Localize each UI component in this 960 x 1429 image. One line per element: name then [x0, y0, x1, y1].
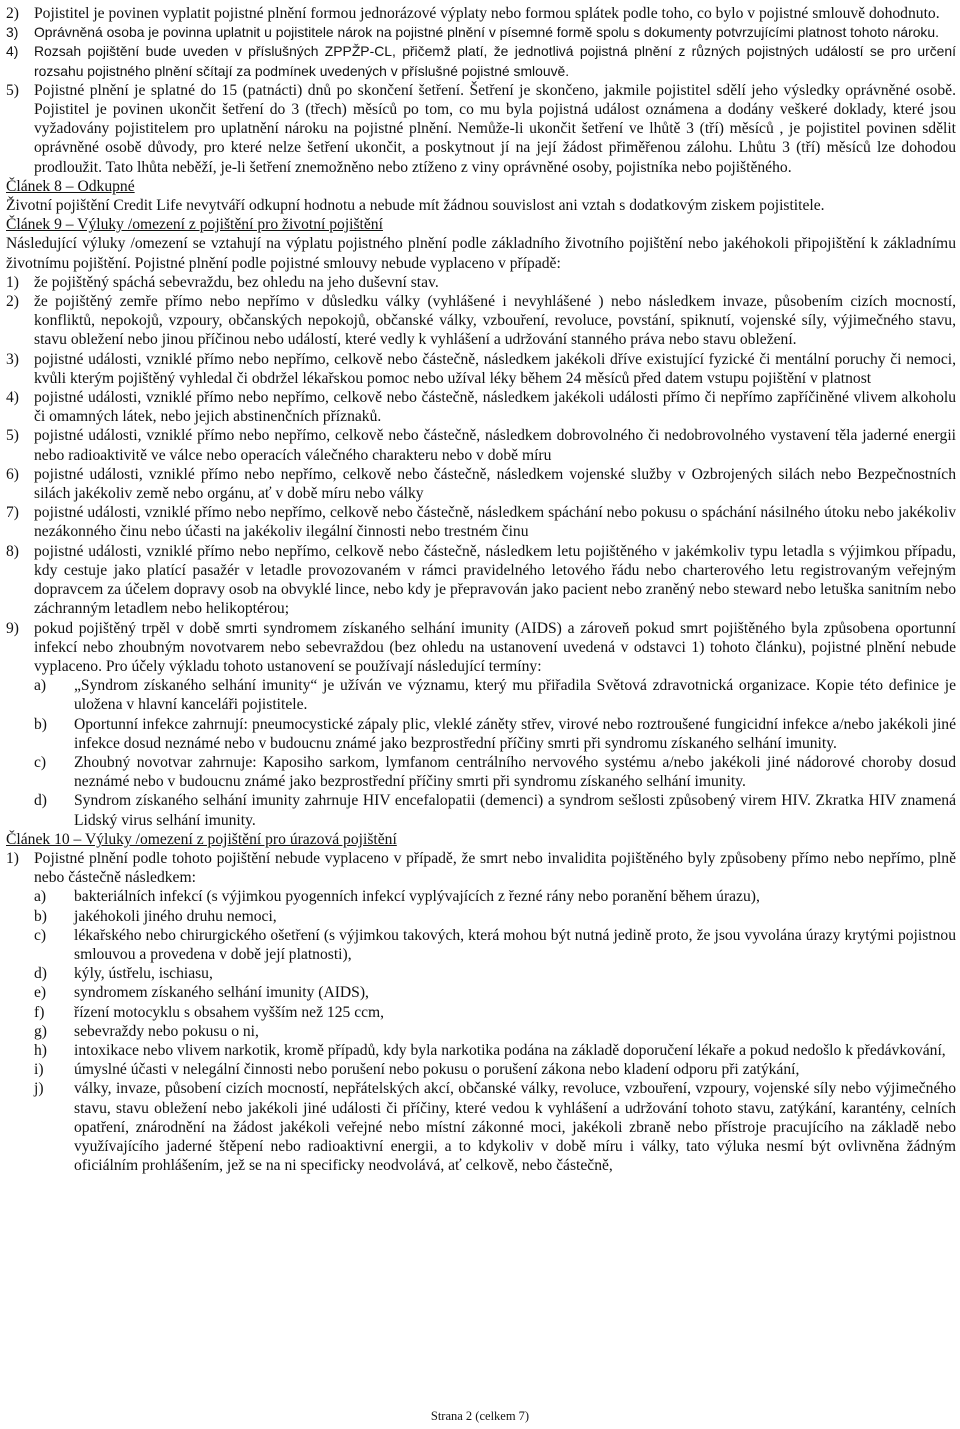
item-number: 5)	[6, 81, 19, 99]
paragraph: Životní pojištění Credit Life nevytváří odkupní hodnotu a nebude mít žádnou souvislost ani vztah s dodatkovým ziskem pojistitele.	[6, 197, 825, 215]
item-text: intoxikace nebo vlivem narkotik, kromě případů, kdy byla narkotika podána na základě doporučení lékaře a pokud nedošlo k předávkování,	[74, 1041, 946, 1059]
item-text: pojistné události, vzniklé přímo nebo nepřímo, celkově nebo částečně, následkem letu pojištěného v jakémkoliv typu letadla s výjimkou případu, kdy cestuje jako platící pasažér v letadle provozovaném v rámci pravidelného letového řádu nebo charterového letu registrovaným veřejným dopravcem za účelem dopravy osob na obvyklé lince, nebo kdy je přepravován jako pacient nebo zraněný nebo steward nebo letuška sanitním nebo záchranným letadlem nebo helikoptérou;	[34, 542, 956, 618]
item-text: Syndrom získaného selhání imunity zahrnuje HIV encefalopatii (demenci) a syndrom sešlosti způsobený virem HIV. Zkratka HIV znamená Lidský virus selhání imunity.	[74, 792, 956, 829]
item-text: Zhoubný novotvar zahrnuje: Kaposiho sarkom, lymfanom centrálního nervového systému a/nebo jakékoli jiné nádorové choroby dosud neznámé nebo v budoucnu známé jako bezprostřední příčiny smrti při syndromu získaného selhání imunity.	[74, 753, 956, 791]
list-item	[6, 292, 956, 350]
item-number: 1)	[6, 849, 19, 867]
item-number: 1)	[6, 273, 19, 291]
item-number: 3)	[6, 24, 19, 41]
item-number: 9)	[6, 619, 19, 637]
item-letter: c)	[34, 753, 47, 771]
item-letter: f)	[34, 1003, 45, 1021]
sub-list-item	[6, 791, 956, 829]
item-text: pojistné události, vzniklé přímo nebo nepřímo, celkově nebo částečně, následkem jakékoli události přímo či nepřímo zapříčiněné vlivem alkoholu či omamných látek, nebo jejich abstinenčních příznaků.	[34, 389, 956, 426]
item-text: kýly, ústřelu, ischiasu,	[74, 965, 213, 983]
item-text: pojistné události, vzniklé přímo nebo nepřímo, celkově nebo částečně, následkem dobrovolného či nedobrovolného vystavení těla jaderné energii nebo radioaktivitě ve válce nebo operacích válečného charakteru nebo v době míru	[34, 427, 956, 464]
sub-list-item	[6, 715, 956, 753]
item-text: pojistné události, vzniklé přímo nebo nepřímo, celkově nebo částečně, následkem spáchání nebo pokusu o spáchání násilného útoku nebo jakékoliv nezákonného činu nebo účasti na jakékoliv ilegální činnosti nebo trestném činu	[34, 504, 956, 541]
item-letter: a)	[34, 677, 47, 695]
item-text-part: Pojistitel je povinen ukončit šetření do 3 (třech) měsíců po tom, co mu byla pojistná událost oznámena a dodány veškeré doklady, které jsou vyžadovány pojistitelem pro uplatnění nároku na pojistné plnění. Nemůže-li ukončit šetření ve lhůtě 3 (tří) měsíců , je pojistitel povinen sdělit oprávněné osobě důvody, pro které nelze šetření ukončit, a poskytnout jí na její žádost přiměřenou zálohu. Lhůtu 3 (tří) měsíců lze dohodou prodloužit. Tato lhůta neběží, je-li šetření znemožněno nebo ztíženo z viny oprávněné osoby, pojistníka nebo pojištěného.	[34, 101, 956, 176]
page-footer: Strana 2 (celkem 7)	[430, 1409, 530, 1423]
item-text: syndromem získaného selhání imunity (AIDS),	[74, 984, 369, 1002]
item-number: 3)	[6, 350, 19, 368]
item-text: lékařského nebo chirurgického ošetření (s výjimkou takových, která mohou být nutná jedině proto, že jsou vyvolána úrazy krytými pojistnou smlouvou a provedena v době její platnosti),	[74, 926, 956, 963]
item-letter: b)	[34, 907, 47, 925]
list-item	[6, 81, 956, 177]
list-item	[6, 849, 956, 887]
item-number: 4)	[6, 43, 19, 60]
list-item	[6, 542, 956, 619]
item-number: 2)	[6, 5, 19, 22]
item-text: Oportunní infekce zahrnují: pneumocystické zápaly plic, vleklé záněty střev, virové nebo roztroušené fungicidní infekce a/nebo jakékoli jiné infekce dosud neznámé nebo v budoucnu známé jako bezprostřední příčiny smrti při syndromu získaného selhání imunity.	[74, 715, 956, 752]
item-letter: b)	[34, 715, 47, 733]
article-heading: Článek 9 – Výluky /omezení z pojištění pro životní pojištění	[6, 216, 383, 234]
item-number: 4)	[6, 389, 19, 407]
document-page	[6, 4, 956, 1175]
sub-list-item	[6, 926, 956, 964]
item-letter: c)	[34, 926, 47, 944]
list-item	[6, 4, 956, 23]
item-text: úmyslné účasti v nelegální činnosti nebo porušení nebo pokusu o porušení zákona nebo kladení odporu při zatýkání,	[74, 1061, 800, 1079]
item-letter: e)	[34, 984, 47, 1002]
item-text: že pojištěný spáchá sebevraždu, bez ohledu na jeho duševní stav.	[34, 273, 439, 291]
item-number: 7)	[6, 504, 19, 522]
sub-list-item	[6, 1022, 956, 1041]
item-number: 5)	[6, 427, 19, 445]
item-text: jakéhokoli jiného druhu nemoci,	[74, 907, 277, 925]
item-text: Pojistné plnění podle tohoto pojištění nebude vyplaceno v případě, že smrt nebo invalidita pojištěného byly způsobeny přímo nebo nepřímo, plně nebo částečně následkem:	[34, 849, 956, 887]
sub-list-item	[6, 907, 956, 926]
item-text: Rozsah pojištění bude uveden v příslušných ZPPŽP-CL, přičemž platí, že jednotlivá pojistná plnění z různých pojistných událostí se pro určení rozsahu pojistného plnění sčítají za podmínek uvedených v příslušné pojistné smlouvě.	[34, 43, 956, 79]
item-text: sebevraždy nebo pokusu o ni,	[74, 1022, 259, 1040]
item-text: Oprávněná osoba je povinna uplatnit u pojistitele nárok na pojistné plnění v písemné formě spolu s dokumenty potvrzujícími platnost tohoto nároku.	[34, 24, 939, 41]
item-text: bakteriálních infekcí (s výjimkou pyogenních infekcí vyplývajících z řezné rány nebo poranění během úrazu),	[74, 888, 760, 906]
article-heading: Článek 10 – Výluky /omezení z pojištění pro úrazová pojištění	[6, 830, 397, 848]
list-item	[6, 350, 956, 388]
list-item	[6, 23, 956, 42]
list-item	[6, 503, 956, 541]
item-text: řízení motocyklu s obsahem vyšším než 125 ccm,	[74, 1003, 385, 1021]
item-number: 8)	[6, 542, 19, 560]
sub-list-item	[6, 983, 956, 1002]
item-letter: d)	[34, 792, 47, 810]
item-text: pojistné události, vzniklé přímo nebo nepřímo, celkově nebo částečně, následkem jakékoli dříve existující fyzické či mentální poruchy či nemoci, kvůli kterým pojištěný vyhledal či obdržel lékařskou pomoc nebo užíval léky během 24 měsíců před datem vstupu pojištění v platnost	[34, 350, 956, 387]
item-text: pojistné události, vzniklé přímo nebo nepřímo, celkově nebo částečně, následkem vojenské služby v Ozbrojených silách nebo Bezpečnostních silách jakékoliv země nebo orgánu, ať v době míru nebo války	[34, 465, 956, 503]
sub-list-item	[6, 1060, 956, 1079]
sub-list-item	[6, 887, 956, 906]
item-letter: i)	[34, 1061, 44, 1079]
article-heading: Článek 8 – Odkupné	[6, 177, 135, 195]
item-number: 2)	[6, 293, 19, 311]
list-item	[6, 465, 956, 503]
item-number: 6)	[6, 465, 19, 483]
item-letter: a)	[34, 888, 47, 906]
item-text: že pojištěný zemře přímo nebo nepřímo v důsledku války (vyhlášené i nevyhlášené ) nebo následkem invaze, působením cizích mocností, konfliktů, nepokojů, vzpoury, občanských nepokojů, občanské války, vzbouření, revoluce, povstání, spiknutí, vojenské síly, výjimečného stavu, stavu obležení nebo jinou příčinou nebo událostí, které vedly k vyhlášení a udržování stanného práva nebo stavu obležení.	[34, 293, 956, 349]
item-text: pokud pojištěný trpěl v době smrti syndromem získaného selhání imunity (AIDS) a zároveň pokud smrt pojištěného byla způsobena oportunní infekcí nebo zhoubným novotvarem nebo sebevraždou (bez ohledu na ustanovení uvedená v odstavci 1) tohoto článku), pojistné plnění nebude vyplaceno. Pro účely výkladu tohoto ustanovení se používají následující termíny:	[34, 619, 956, 675]
paragraph: Následující výluky /omezení se vztahují na výplatu pojistného plnění podle základního životního pojištění nebo jakéhokoli připojištění k základnímu životnímu pojištění. Pojistné plnění podle pojistné smlouvy nebude vyplaceno v případě:	[6, 235, 956, 272]
item-letter: h)	[34, 1041, 47, 1059]
item-letter: j)	[34, 1080, 44, 1098]
sub-list-item	[6, 964, 956, 983]
item-text-part: Pojistné plnění je splatné do 15 (patnácti) dnů po skončení šetření. Šetření je skončeno, jakmile pojistitel sdělí jeho výsledky oprávněné osobě.	[34, 81, 956, 99]
sub-list-item	[6, 1079, 956, 1175]
item-text	[34, 81, 956, 177]
list-item	[6, 42, 956, 80]
sub-list-item	[6, 1003, 956, 1022]
sub-list-item	[6, 676, 956, 714]
item-text: války, invaze, působení cizích mocností, nepřátelských akcí, občanské války, revoluce, vzbouření, vzpoury, vojenské síly nebo výjimečného stavu, stavu obležení nebo jakékoli jiné události či příčiny, které vedou k vyhlášení a udržování tohoto stavu, zatýkání, karantény, celních opatření, znárodnění na žádost jakékoli veřejné nebo místní zákonné moci, jakékoli zbraně nebo přístroje pracujícího na základě nebo využívajícího jaderné štěpení nebo radioaktivní energii, a to kdykoliv v době míru i války, tato výluka nesmí být ovlivněna žádným oficiálním prohlášením, jež se na ni specificky neodvolává, ať celkově, nebo částečně,	[74, 1080, 956, 1175]
list-item	[6, 619, 956, 677]
item-letter: g)	[34, 1022, 47, 1040]
sub-list-item	[6, 1041, 956, 1060]
list-item	[6, 426, 956, 464]
list-item	[6, 388, 956, 426]
item-letter: d)	[34, 965, 47, 983]
item-text: Pojistitel je povinen vyplatit pojistné plnění formou jednorázové výplaty nebo formou splátek podle toho, co bylo v pojistné smlouvě dohodnuto.	[34, 5, 940, 22]
item-text: „Syndrom získaného selhání imunity“ je užíván ve významu, který mu přiřadila Světová zdravotnická organizace. Kopie této definice je uložena v hlavní kanceláři pojistitele.	[74, 677, 956, 714]
list-item	[6, 273, 956, 292]
sub-list-item	[6, 753, 956, 791]
